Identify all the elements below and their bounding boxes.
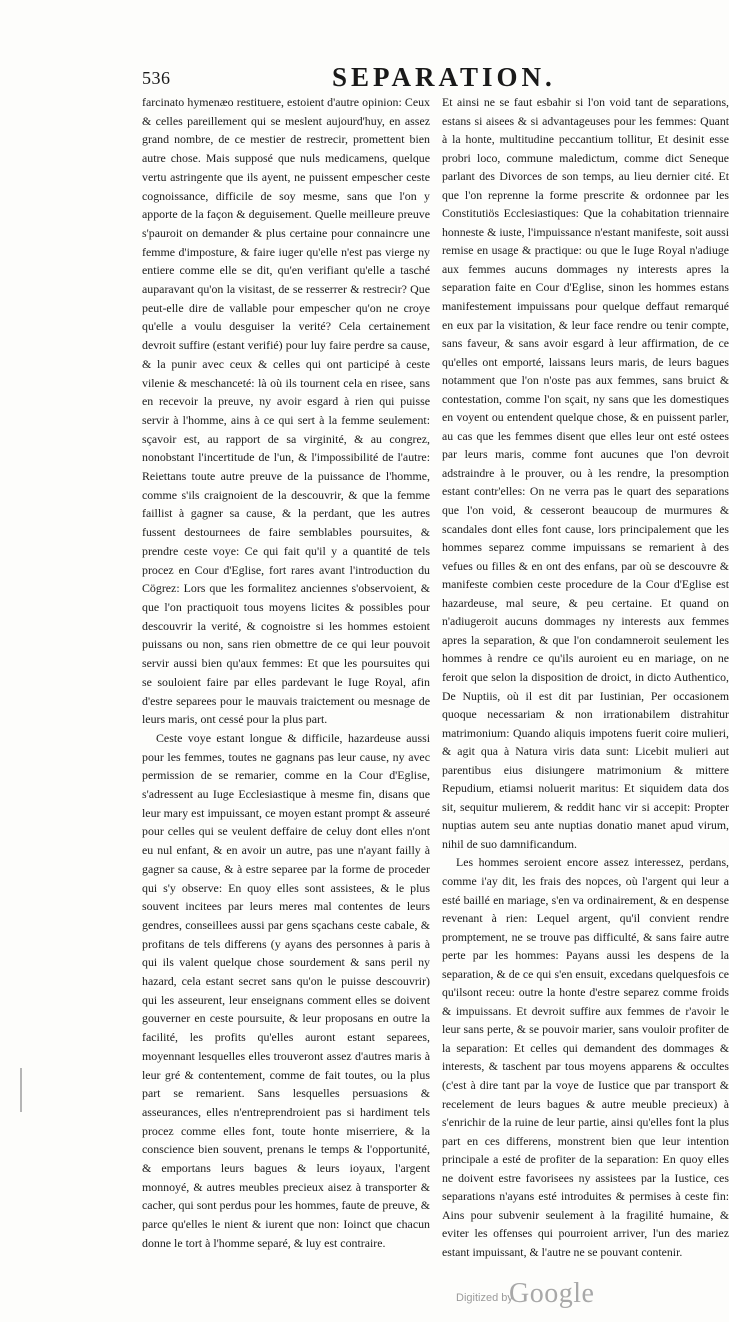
margin-mark bbox=[20, 1068, 22, 1112]
digitized-watermark bbox=[456, 1278, 656, 1312]
left-paragraph-2: Ceste voye estant longue & difficile, hazardeuse aussi pour les femmes, toutes ne gagnans pas leur cause, ny avec permission de se remarier, comme en la Cour d'Eglise, s'adressent au Iuge Ecclesiastique à mesme fin, disans que leur mary est impuissant, ce moyen estant prompt & asseuré pour celles qui se veulent deffaire de celuy dont elles n'ont eu nul enfant, & en avoir un autre, pas une n'ayant failly à gagner sa cause, & à estre separee par la forme de proceder qui s'y observe: En quoy elles sont assistees, & le plus souvent incitees par leurs meres mal contentes de leurs gendres, conseillees aussi par gens sçachans ceste cabale, & profitans de tels differens (y ayans des personnes à paris à qui ils valent quelque chose sourdement & sans peril ny hazard, cela estant secret sans qu'on le puisse descouvrir) qui les asseurent, leur enseignans comment elles se doivent gouverner en ceste poursuite, & leur proposans en outre la facilité, les profits qu'elles auront estant separees, moyennant lesquelles elles trouveront assez d'autres maris à leur gré & contentement, comme de fait toutes, ou la plus part se remarient. Sans lesquelles persuasions & asseurances, elles n'entreprendroient pas si hardiment tels procez comme elles font, toute honte miserriere, & la conscience bien souvent, prenans le temps & l'opportunité, & emportans leurs bagues & leurs ioyaux, l'argent monnoyé, & autres meubles precieux aisez à transporter & cacher, qui sont perdus pour les hommes, faute de preuve, & parce qu'elles le nient & iurent que non: Ioinct que chacun donne le tort à l'homme separé, & luy est contraire. bbox=[142, 730, 430, 1250]
running-title: SEPARATION. bbox=[332, 62, 556, 92]
google-logo: Google bbox=[509, 1278, 595, 1309]
right-paragraph-2: Les hommes seroient encore assez interessez, perdans, comme i'ay dit, les frais des nopces, où l'argent qui leur a esté baillé en mariage, s'en va ordinairement, & en despense revenant à rien: Lequel argent, qu'il convient rendre promptement, ne se trouve pas difficulté, & sans faire autre perte par les hommes: Payans aussi les despens de la separation, & de ce qui s'en ensuit, excedans quelquesfois ce qu'ilsont receu: outre la honte d'estre separez comme froids & impuissans. Et devroit suffire aux femmes de r'avoir le leur sans perte, & se pouvoir marier, sans vouloir profiter de la separation: Et celles qui demandent des dommages & interests, & taschent par tous moyens apparens & occultes (c'est à dire tant par la voye de Iustice que par transport & recelement de leurs bagues & autre meuble precieux) à s'enrichir de la ruine de leur partie, ainsi qu'elles font la plus part en ces differens, monstrent bien que leur intention principale a esté de profiter de la separation: En quoy elles ne doivent estre favorisees ny assistees par la Iustice, ces separations n'ayans esté introduites & permises à ceste fin: Ains pour subvenir seulement à la fragilité humaine, & eviter les offenses qui pourroient arriver, l'un des mariez estant impuissant, & l'autre ne se pouvant contenir. bbox=[442, 855, 729, 1259]
left-column bbox=[142, 93, 430, 1253]
watermark-prefix: Digitized by bbox=[456, 1292, 513, 1304]
page-header bbox=[142, 62, 556, 96]
left-paragraph-1: farcinato hymenæo restituere, estoient d'autre opinion: Ceux & celles pareillement qui se meslent aujourd'huy, en assez grand nombre, de ce mestier de restrecir, promettent bien autre chose. Mais supposé que nuls medicamens, quelque vertu astringente que ils ayent, ne puissent empescher ceste cognoissance, difficile de soy mesme, sans que l'on y apporte de la façon & deguisement. Quelle meilleure preuve s'pauroit on demander & plus certaine pour connaincre une femme d'imposture, & faire iuger qu'elle n'est pas vierge ny entiere comme elle se dit, qu'en verifiant qu'elle a tasché auparavant qu'on la visitast, de se resserrer & restrecir? Que peut-elle dire de vallable pour empescher qu'on ne croye qu'elle a voulu desguiser la verité? Cela certainement devroit suffire (estant verifié) pour luy faire perdre sa cause, & la punir avec ceux & celles qui ont participé à ceste vilenie & meschanceté: là où ils tournent cela en risee, sans en recevoir la preuve, ny avoir esgard à rien qui puisse servir à l'homme, ains à ce qui sert à la femme seulement: sçavoir est, au rapport de sa virginité, & au congrez, nonobstant l'incertitude de l'un, & l'impossibilité de l'autre: Reiettans toute autre preuve de la puissance de l'homme, comme s'ils craignoient de la descouvrir, & que la femme faillist à gagner sa cause, & la perdant, que les autres fussent destournees de faire semblables poursuites, & prendre ceste voye: Ce qui fait qu'il y a quantité de tels procez en Cour d'Eglise, fort rares avant l'introduction du Cögrez: Lors que les formalitez anciennes s'observoient, & que l'on practiquoit tous moyens licites & possibles pour descouvrir la verité, & cognoistre si les hommes estoient puissans ou non, sans rien obmettre de ce qui leur pouvoit servir aussi bien qu'aux femmes: Et que les poursuites qui se souloient faire par elles pardevant le Iuge Royal, afin d'estre separees pour le mauvais traictement ou mesnage de leurs maris, ont cessé pour la plus part. bbox=[142, 95, 430, 727]
page-number: 536 bbox=[142, 68, 171, 88]
right-paragraph-1: Et ainsi ne se faut esbahir si l'on void tant de separations, estans si aisees & si advantageuses pour les femmes: Quant à la honte, multitudine peccantium tollitur, Et desinit esse probri loco, commune maledictum, comme dict Seneque parlant des Divorces de son temps, au lieu dernier cité. Et que l'on reprenne la forme prescrite & ordonnee par les Constitutiös Ecclesiastiques: Que la cohabitation triennaire honneste & iuste, l'impuissance n'estant manifeste, soit aussi remise en usage & practique: ou que le Iuge Royal n'adiuge aux femmes aucuns dommages ny interests apres la separation faite en Cour d'Eglise, sinon les hommes estans manifestement impuissans pour quelque deffaut remarqué en eux par la visitation, & leur face rendre ou tenir compte, sans faveur, & sans avoir esgard à leur affirmation, de ce qu'elles ont emporté, laissans leurs maris, de leurs bagues notamment que l'on n'oste pas aux femmes, sans bruict & contestation, comme l'on sçait, ny sans que les domestiques en voyent ou entendent quelque chose, & en puissent parler, au cas que les femmes disent que elles leur ont esté ostees par leurs maris, comme font aucunes que l'on devroit adstraindre à le prouver, ou à les rendre, la presomption estant contr'elles: On ne verra pas le quart des separations que l'on void, & cesseront beaucoup de murmures & scandales dont elles font cause, lors principalement que les hommes separez comme impuissans se remarient à des vefues ou filles & en ont des enfans, par où se descouvre & manifeste combien ceste procedure de la Cour d'Eglise est hazardeuse, mal seure, & peu certaine. Et quand on n'adiugeroit aucuns dommages ny interests aux femmes apres la separation, & que l'on condamneroit seulement les hommes à rendre ce qu'ils auroient eu en mariage, on ne feroit que selon la disposition de droict, in dicto Authentico, De Nuptiis, où il est dit par Iustinian, Per occasionem quoque necessariam & non irrationabilem distrahitur matrimonium: Quando aliquis impotens fuerit coire mulieri, & agit qua à Natura viris data sunt: Licebit mulieri aut parentibus eius disiungere matrimonium & mittere Repudium, etiamsi noluerit maritus: Et siquidem data dos sit, sequitur mulierem, & reddit hanc vir si accepit: Propter nuptias autem seu ante nuptias donatio manet apud virum, nihil de suo damnificandum. bbox=[442, 95, 729, 851]
right-column bbox=[442, 93, 729, 1261]
